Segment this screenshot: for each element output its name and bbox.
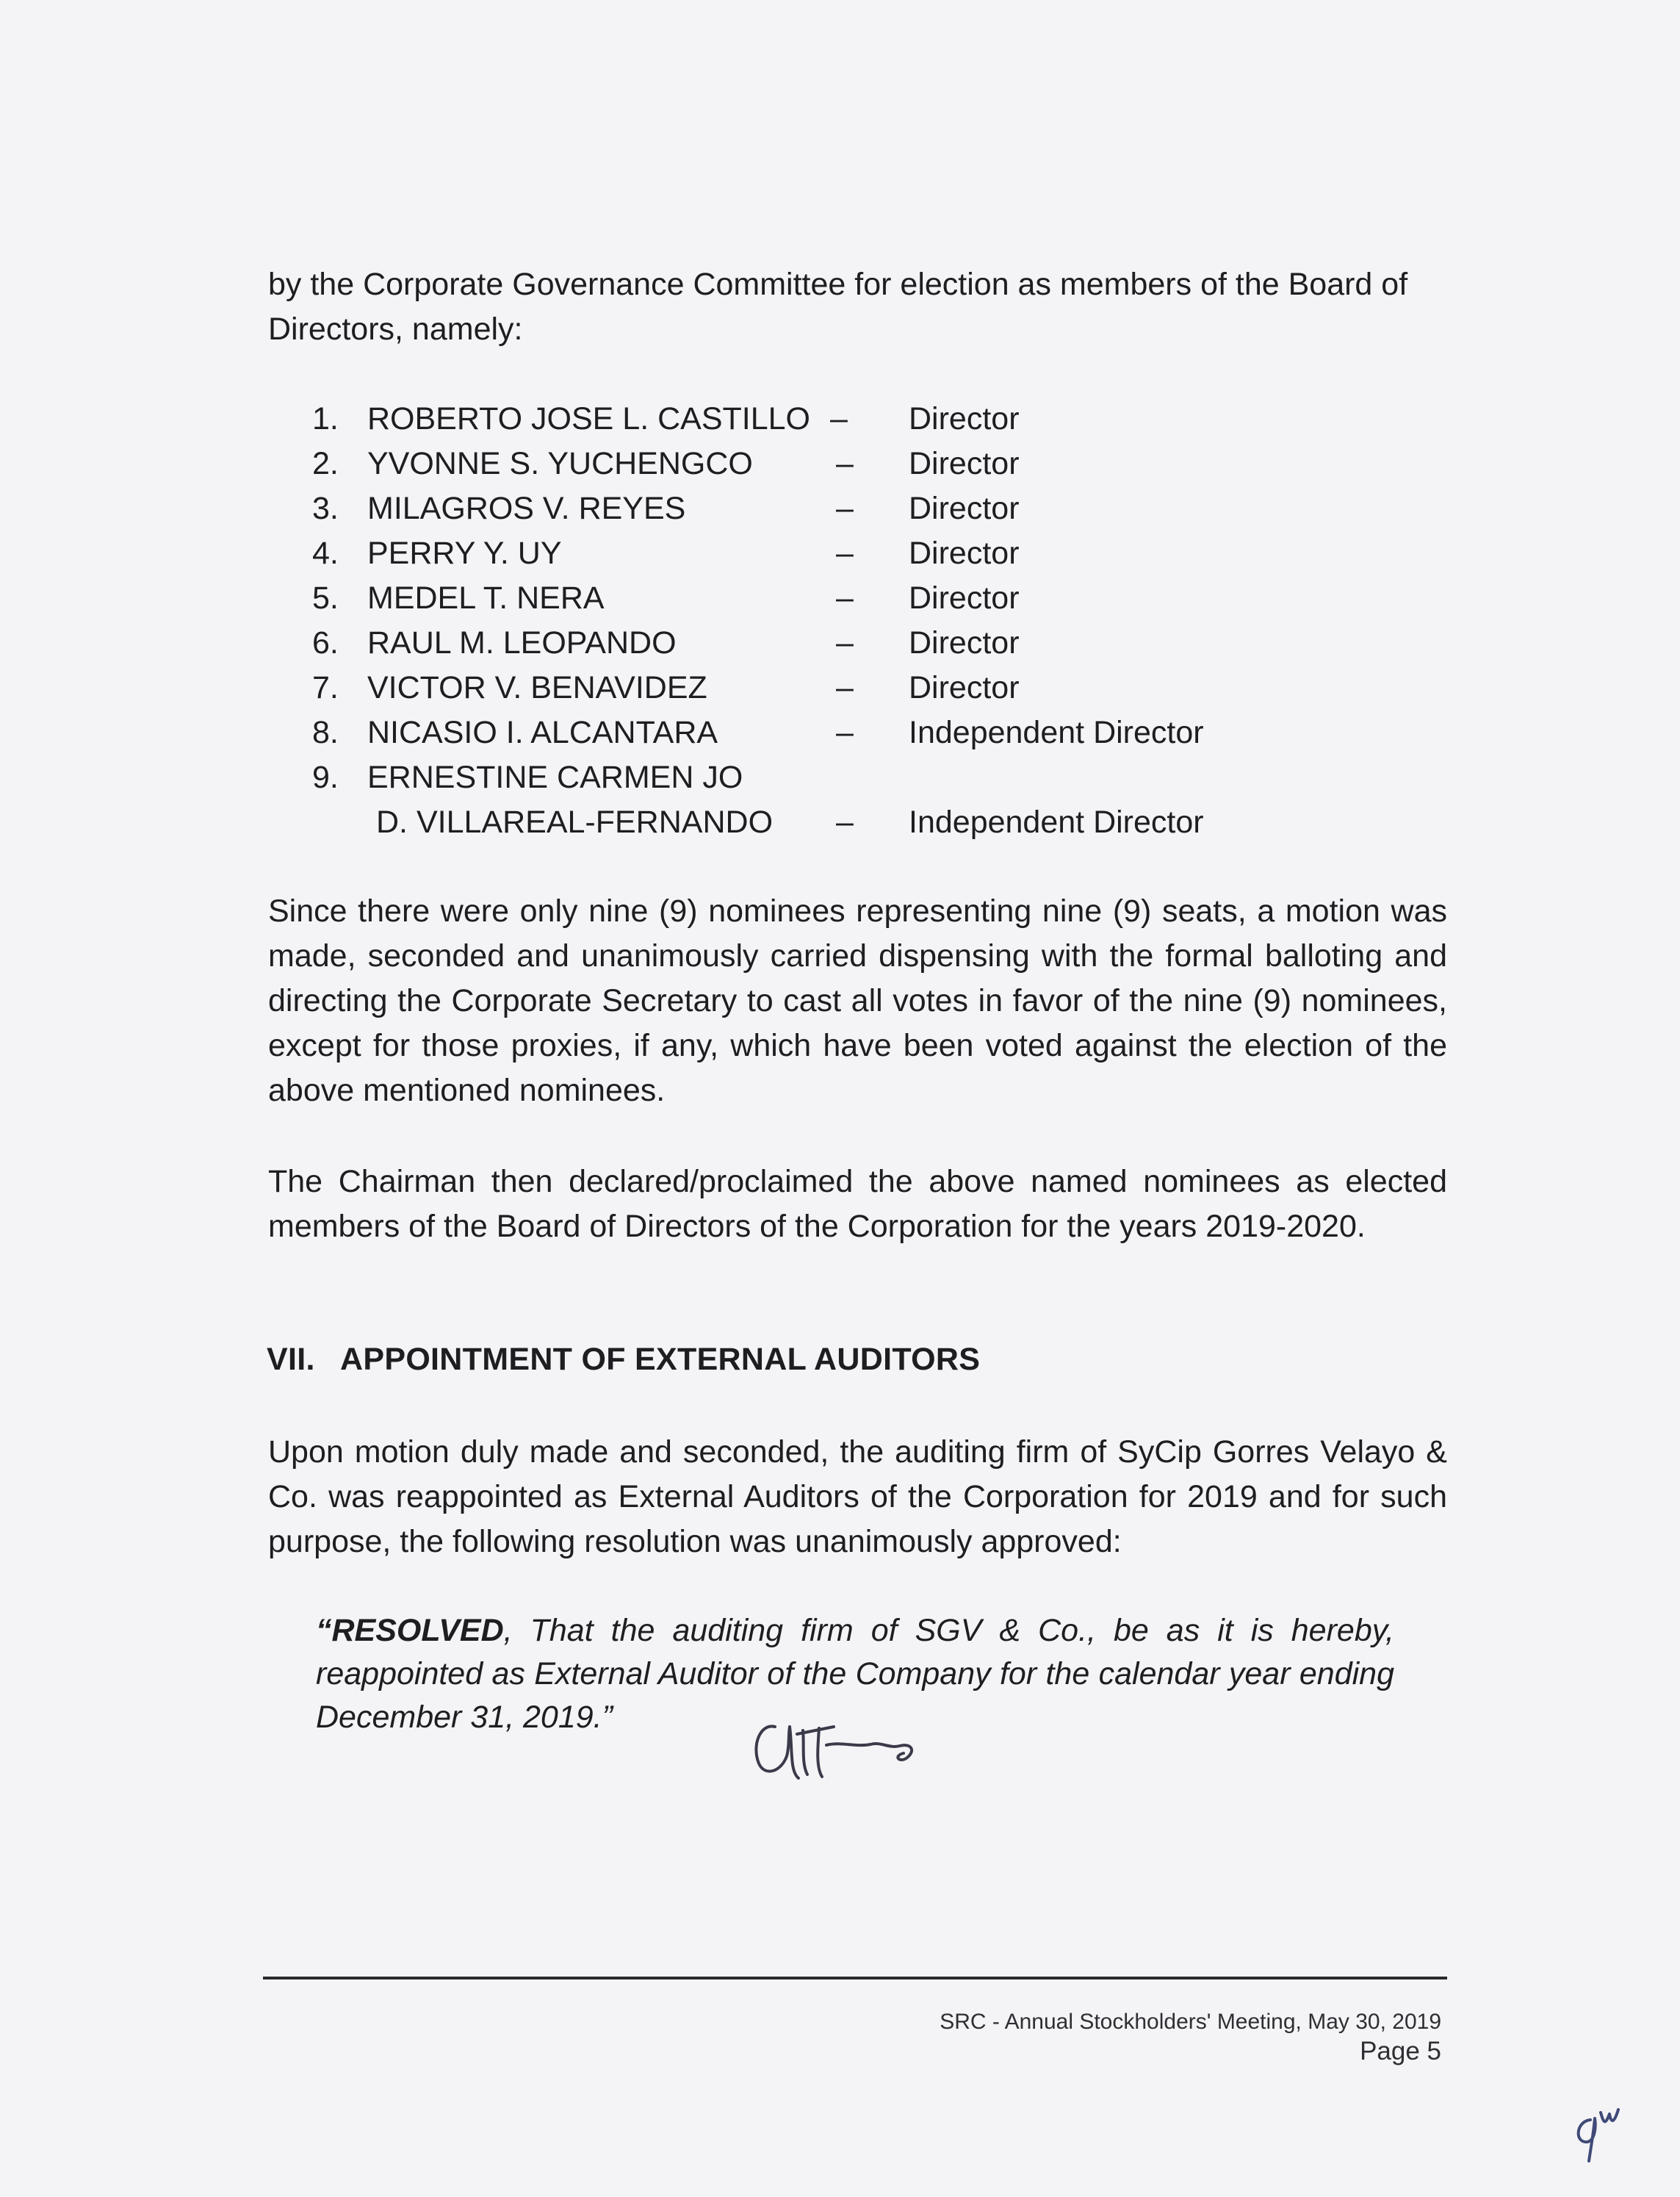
nominee-number: 7. [312, 670, 339, 705]
resolution-body: , That the auditing firm of SGV & Co., be as it is hereby, reappointed as External Auditor of the Company for the calendar year ending December 31, 2019.” [316, 1613, 1394, 1735]
footer-divider [263, 1977, 1447, 1980]
nominee-dash: – [836, 536, 854, 571]
nominee-name: MEDEL T. NERA [367, 580, 605, 616]
paragraph-auditor-motion: Upon motion duly made and seconded, the auditing firm of SyCip Gorres Velayo & Co. was reappointed as External Auditors of the Corporation for 2019 and for such purpose, the following resolution was unanimously approved: [268, 1434, 1447, 1559]
nominee-name: NICASIO I. ALCANTARA [367, 715, 718, 750]
section-number: VII. [267, 1342, 315, 1377]
resolved-keyword: “RESOLVED [316, 1613, 504, 1648]
nominee-name [367, 755, 773, 845]
nominee-dash: – [836, 580, 854, 616]
footer-meeting-label: SRC - Annual Stockholders' Meeting, May 30, 2019 [940, 2010, 1441, 2034]
nominee-name: RAUL M. LEOPANDO [367, 625, 677, 661]
nominee-role: Director [909, 491, 1020, 526]
nominee-dash: – [836, 446, 854, 481]
nominee-name: ROBERTO JOSE L. CASTILLO [367, 401, 810, 436]
nominee-name-line2: D. VILLAREAL-FERNANDO [376, 805, 774, 840]
nominee-name: PERRY Y. UY [367, 536, 562, 571]
handwritten-initials [1568, 2098, 1634, 2164]
paragraph-election-motion: Since there were only nine (9) nominees representing nine (9) seats, a motion was made, seconded and unanimously carried dispensing with the formal balloting and directing the Corporate Secretary to cast all votes in favor of the nine (9) nominees, except for those proxies, if any, which have been voted against the election of the above mentioned nominees. [268, 893, 1447, 1108]
nominee-role: Director [909, 625, 1020, 661]
nominee-dash: – [830, 401, 848, 436]
intro-paragraph: by the Corporate Governance Committee for election as members of the Board of Directors, namely: [268, 267, 1408, 347]
nominee-role: Director [909, 446, 1020, 481]
nominee-role: Director [909, 401, 1020, 436]
nominee-dash: – [836, 491, 854, 526]
nominee-role: Director [909, 536, 1020, 571]
section-title: APPOINTMENT OF EXTERNAL AUDITORS [340, 1342, 981, 1377]
nominee-number: 5. [312, 580, 339, 616]
nominee-dash: – [836, 805, 854, 840]
handwritten-signature [746, 1705, 929, 1786]
nominee-number: 9. [312, 760, 339, 795]
nominee-number: 6. [312, 625, 339, 661]
nominee-name-line1: ERNESTINE CARMEN JO [367, 760, 743, 795]
paragraph-chairman-declaration: The Chairman then declared/proclaimed the above named nominees as elected members of the Board of Directors of the Corporation for the years 2019-2020. [268, 1164, 1447, 1244]
nominee-dash: – [836, 670, 854, 705]
nominee-dash: – [836, 715, 854, 750]
page-footer [940, 2007, 1441, 2066]
nominee-role: Director [909, 670, 1020, 705]
nominee-role: Independent Director [909, 805, 1204, 840]
nominee-number: 1. [312, 401, 339, 436]
nominee-dash: – [836, 625, 854, 661]
nominee-name: MILAGROS V. REYES [367, 491, 686, 526]
nominee-name: YVONNE S. YUCHENGCO [367, 446, 753, 481]
nominee-number: 3. [312, 491, 339, 526]
nominee-number: 4. [312, 536, 339, 571]
page-number: Page 5 [1360, 2037, 1441, 2065]
nominee-role: Independent Director [909, 715, 1204, 750]
section-heading [267, 1337, 980, 1382]
nominee-number: 8. [312, 715, 339, 750]
nominee-role: Director [909, 580, 1020, 616]
nominee-name: VICTOR V. BENAVIDEZ [367, 670, 707, 705]
nominee-number: 2. [312, 446, 339, 481]
